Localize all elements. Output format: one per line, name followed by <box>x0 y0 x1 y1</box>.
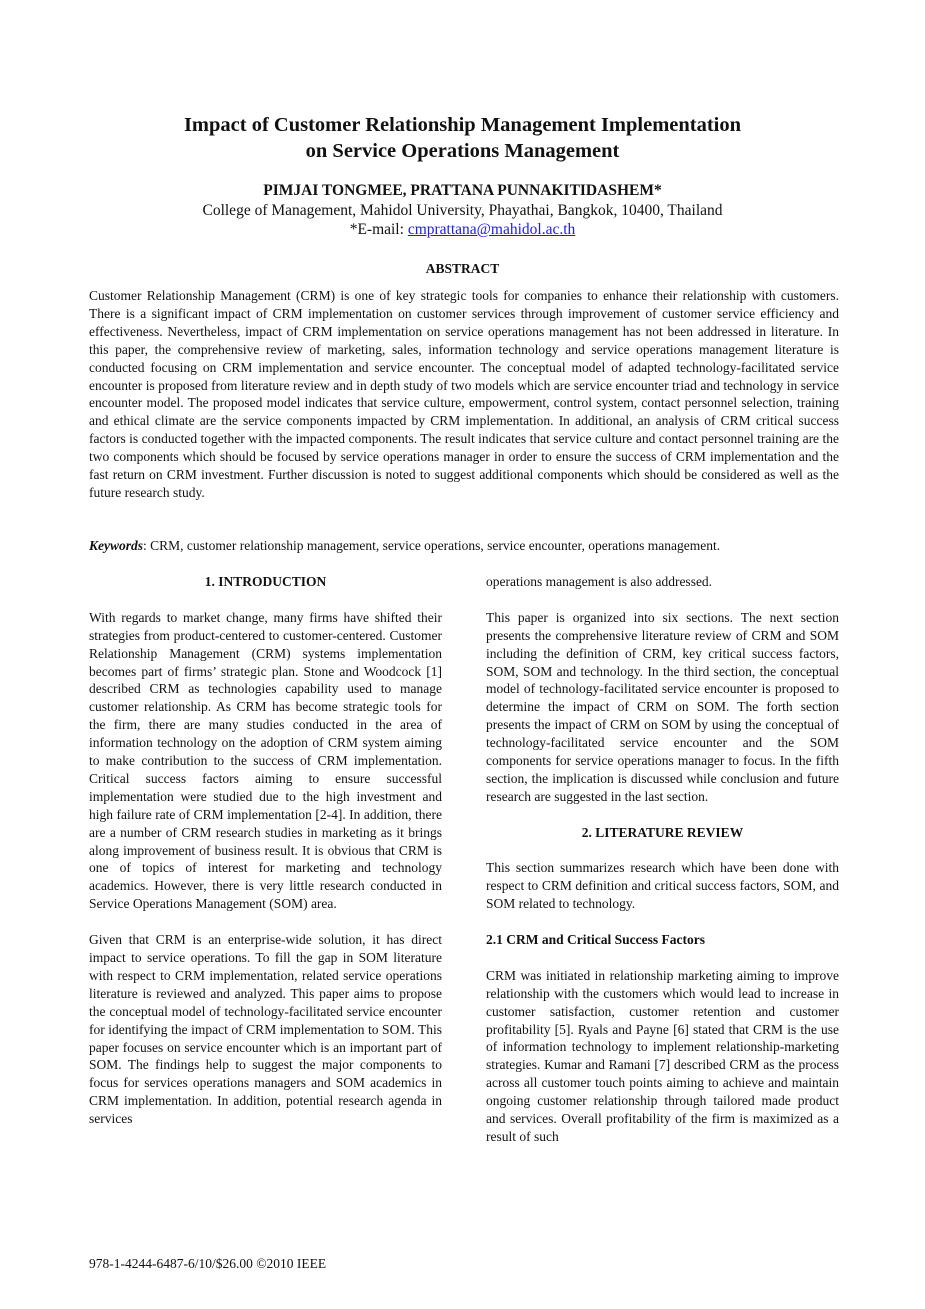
abstract-heading: ABSTRACT <box>425 261 500 276</box>
introduction-paragraph-2: Given that CRM is an enterprise-wide solution, it has direct impact to service operations. To fill the gap in SOM literature with respect to CRM implementation, related service operations literature is reviewed and analyzed. This paper aims to propose the conceptual model of technology-facilitated service encounter for identifying the impact of CRM implementation to SOM. This paper focuses on service encounter which is an important part of SOM. The findings help to suggest the major components to focus for services operations managers and SOM academics in CRM implementation. In addition, potential research agenda in services <box>89 932 442 1127</box>
organization-paragraph: This paper is organized into six sections. The next section presents the comprehensive literature review of CRM and SOM including the definition of CRM, key critical success factors, SOM, SOM and technology. In the third section, the conceptual model of technology-facilitated service encounter is proposed to determine the impact of CRM on SOM. The forth section presents the impact of CRM on SOM by using the conceptual of technology-facilitated service encounter and the SOM components for service operations manager to focus. In the fifth section, the implication is discussed while conclusion and future research are suggested in the last section. <box>486 609 839 804</box>
contact-email <box>60 220 865 239</box>
affiliation: College of Management, Mahidol University, Phayathai, Bangkok, 10400, Thailand <box>202 202 723 219</box>
paper-title <box>60 112 865 164</box>
introduction-continued: operations management is also addressed. <box>486 574 713 589</box>
title-line-1: Impact of Customer Relationship Management Implementation <box>183 114 742 136</box>
keywords-line <box>89 537 849 554</box>
title-line-2: on Service Operations Management <box>305 140 620 162</box>
keywords-text: : CRM, customer relationship management, service operations, service encounter, operations management. <box>143 538 721 553</box>
copyright-footer: 978-1-4244-6487-6/10/$26.00 ©2010 IEEE <box>89 1256 327 1271</box>
keywords-label: Keywords <box>89 538 143 553</box>
email-link[interactable]: cmprattana@mahidol.ac.th <box>407 221 576 238</box>
introduction-heading: 1. INTRODUCTION <box>204 574 327 589</box>
author-list: PIMJAI TONGMEE, PRATTANA PUNNAKITIDASHEM* <box>263 182 662 199</box>
introduction-paragraph-1: With regards to market change, many firms have shifted their strategies from product-centered to customer-centered. Customer Relationship Management (CRM) systems implementation becomes part of firms’ strategic plan. Stone and Woodcock [1] described CRM as technologies capability used to manage customer relationship. As CRM has become strategic tools for the firm, there are many studies conducted in the area of information technology on the adoption of CRM system aiming to make contribution to the success of CRM implementation. Critical success factors aiming to ensure successful implementation were studied due to the high investment and high failure rate of CRM implementation [2-4]. In addition, there are a number of CRM research studies in marketing as it brings along improvement of business result. It is obvious that CRM is one of topics of interest for marketing and technology academics. However, there is very little research conducted in Service Operations Management (SOM) area. <box>89 609 442 912</box>
literature-review-paragraph: This section summarizes research which have been done with respect to CRM definition and critical success factors, SOM, and SOM related to technology. <box>486 860 839 912</box>
subsection-heading: 2.1 CRM and Critical Success Factors <box>486 932 705 948</box>
abstract-body: Customer Relationship Management (CRM) is one of key strategic tools for companies to enhance their relationship with customers. There is a significant impact of CRM implementation on customer services through improvement of customer service efficiency and effectiveness. Nevertheless, impact of CRM implementation on service operations management has not been addressed in literature. In this paper, the comprehensive review of marketing, sales, information technology and service operations management literature is conducted focusing on CRM implementation and service encounter. The conceptual model of adapted technology-facilitated service encounter is proposed from literature review and in depth study of two models which are service encounter triad and technology in service encounter model. The proposed model indicates that service culture, empowerment, control system, contact personnel selection, training and ethical climate are the service components impacted by CRM implementation. In additional, an analysis of CRM critical success factors is conducted together with the impacted components. The result indicates that service culture and contact personnel training are the two components which should be focused by service operations manager in order to ensure the success of CRM implementation and the fast return on CRM investment. Further discussion is noted to suggest additional components which should be considered as well as the future research study. <box>89 288 839 500</box>
email-prefix: *E-mail: <box>349 221 408 238</box>
literature-review-heading: 2. LITERATURE REVIEW <box>581 824 744 840</box>
right-column <box>486 573 839 1146</box>
subsection-paragraph: CRM was initiated in relationship marketing aiming to improve relationship with the customers which would lead to increase in customer satisfaction, customer retention and customer profitability [5]. Ryals and Payne [6] stated that CRM is the use of information technology to implement relationship-marketing strategies. Kumar and Ramani [7] described CRM as the process across all customer touch points aiming to achieve and maintain ongoing customer relationship through tailored made product and services. Overall profitability of the firm is maximized as a result of such <box>486 967 839 1145</box>
left-column <box>89 573 442 1128</box>
